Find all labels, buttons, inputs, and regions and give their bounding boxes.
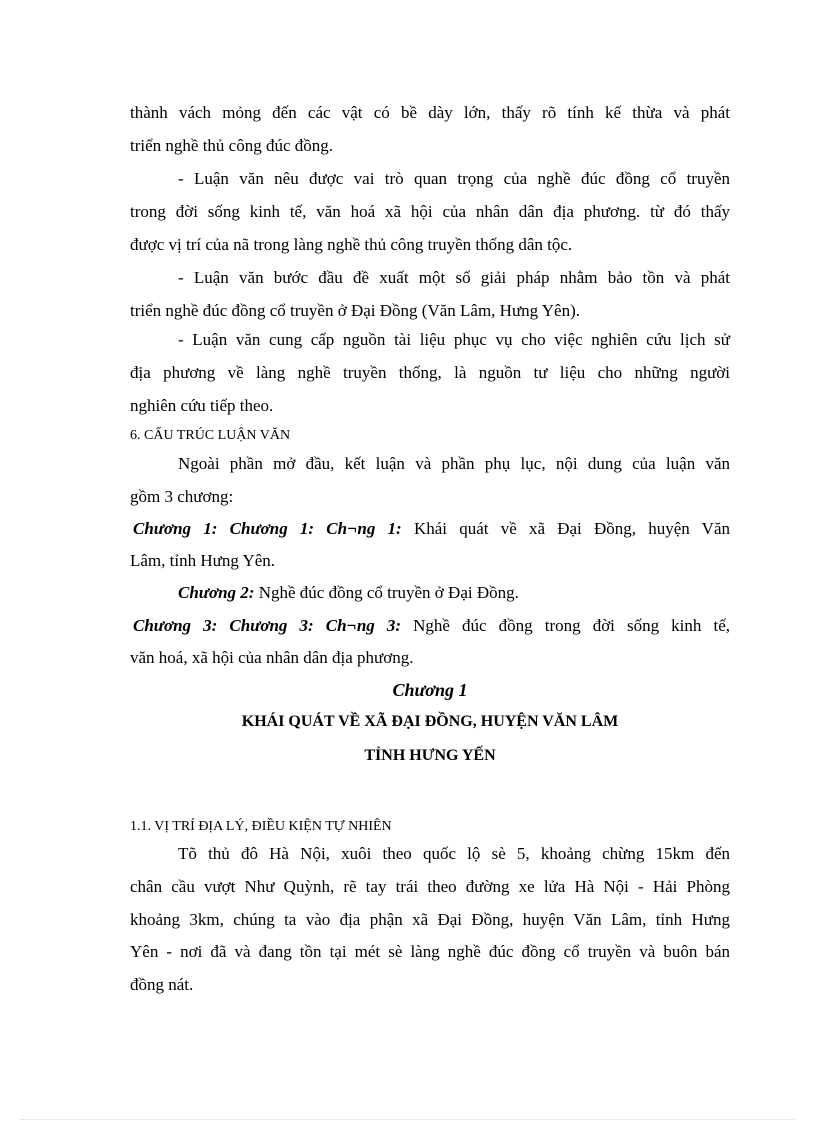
chapter-heading-line-2: TỈNH HƯNG YẾN xyxy=(364,747,496,764)
paragraph-line: địa phương về làng nghề truyền thống, là nguồn tư liệu cho những người xyxy=(130,363,730,382)
chapter-list-item-3 xyxy=(133,615,730,637)
paragraph-line: văn hoá, xã hội của nhân dân địa phương. xyxy=(130,648,414,667)
paragraph-line: Ngoài phần mở đầu, kết luận và phần phụ lục, nội dung của luận văn xyxy=(178,454,730,473)
paragraph-line: gồm 3 chương: xyxy=(130,487,234,506)
chapter-list-item-1 xyxy=(133,518,730,540)
chapter-2-label: Chương 2: xyxy=(178,583,255,602)
chapter-title: Chương 1 xyxy=(392,680,468,700)
page-bottom-divider xyxy=(20,1119,796,1120)
paragraph-line: trong đời sống kinh tế, văn hoá xã hội của nhân dân địa phương. từ đó thấy xyxy=(130,202,730,221)
paragraph-line: Yên - nơi đã và đang tồn tại mét sè làng nghề đúc đồng cổ truyền và buôn bán xyxy=(130,942,730,961)
chapter-1-label: Chương 1: Chương 1: Ch¬ng 1: xyxy=(133,519,402,538)
paragraph-line: Lâm, tỉnh Hưng Yên. xyxy=(130,551,276,570)
paragraph-line: - Luận văn bước đầu đề xuất một số giải pháp nhằm bảo tồn và phát xyxy=(178,268,730,287)
chapter-3-text: Nghề đúc đồng trong đời sống kinh tế, xyxy=(413,616,730,635)
paragraph-line: triển nghề thủ công đúc đồng. xyxy=(130,136,334,155)
paragraph-line: được vị trí của nã trong làng nghề thủ công truyền thống dân tộc. xyxy=(130,235,573,254)
paragraph-line: Tõ thủ đô Hà Nội, xuôi theo quốc lộ sè 5, khoảng chừng 15km đến xyxy=(178,844,730,863)
paragraph-line: thành vách mỏng đến các vật có bề dày lớn, thấy rõ tính kế thừa và phát xyxy=(130,103,730,122)
chapter-2-text: Nghề đúc đồng cổ truyền ở Đại Đồng. xyxy=(258,583,519,602)
chapter-3-label: Chương 3: Chương 3: Ch¬ng 3: xyxy=(133,616,402,635)
chapter-heading-line-1: KHÁI QUÁT VỀ XÃ ĐẠI ĐỒNG, HUYỆN VĂN LÂM xyxy=(241,713,619,730)
paragraph-line: - Luận văn cung cấp nguồn tài liệu phục vụ cho việc nghiên cứu lịch sử xyxy=(178,330,730,349)
section-heading: 6. CẤU TRÚC LUẬN VĂN xyxy=(130,428,291,443)
section-heading: 1.1. VỊ TRÍ ĐỊA LÝ, ĐIỀU KIỆN TỰ NHIÊN xyxy=(130,819,392,834)
paragraph-line: - Luận văn nêu được vai trò quan trọng của nghề đúc đồng cổ truyền xyxy=(178,169,730,188)
paragraph-line: nghiên cứu tiếp theo. xyxy=(130,396,274,415)
paragraph-line: triển nghề đúc đồng cổ truyền ở Đại Đồng (Văn Lâm, Hưng Yên). xyxy=(130,301,581,320)
paragraph-line: chân cầu vượt Như Quỳnh, rẽ tay trái theo đường xe lửa Hà Nội - Hải Phòng xyxy=(130,877,730,896)
paragraph-line: đồng nát. xyxy=(130,975,194,994)
paragraph-line: khoảng 3km, chúng ta vào địa phận xã Đại Đồng, huyện Văn Lâm, tỉnh Hưng xyxy=(130,910,730,929)
chapter-list-item-2 xyxy=(178,582,730,604)
chapter-1-text: Khái quát về xã Đại Đồng, huyện Văn xyxy=(413,519,730,538)
